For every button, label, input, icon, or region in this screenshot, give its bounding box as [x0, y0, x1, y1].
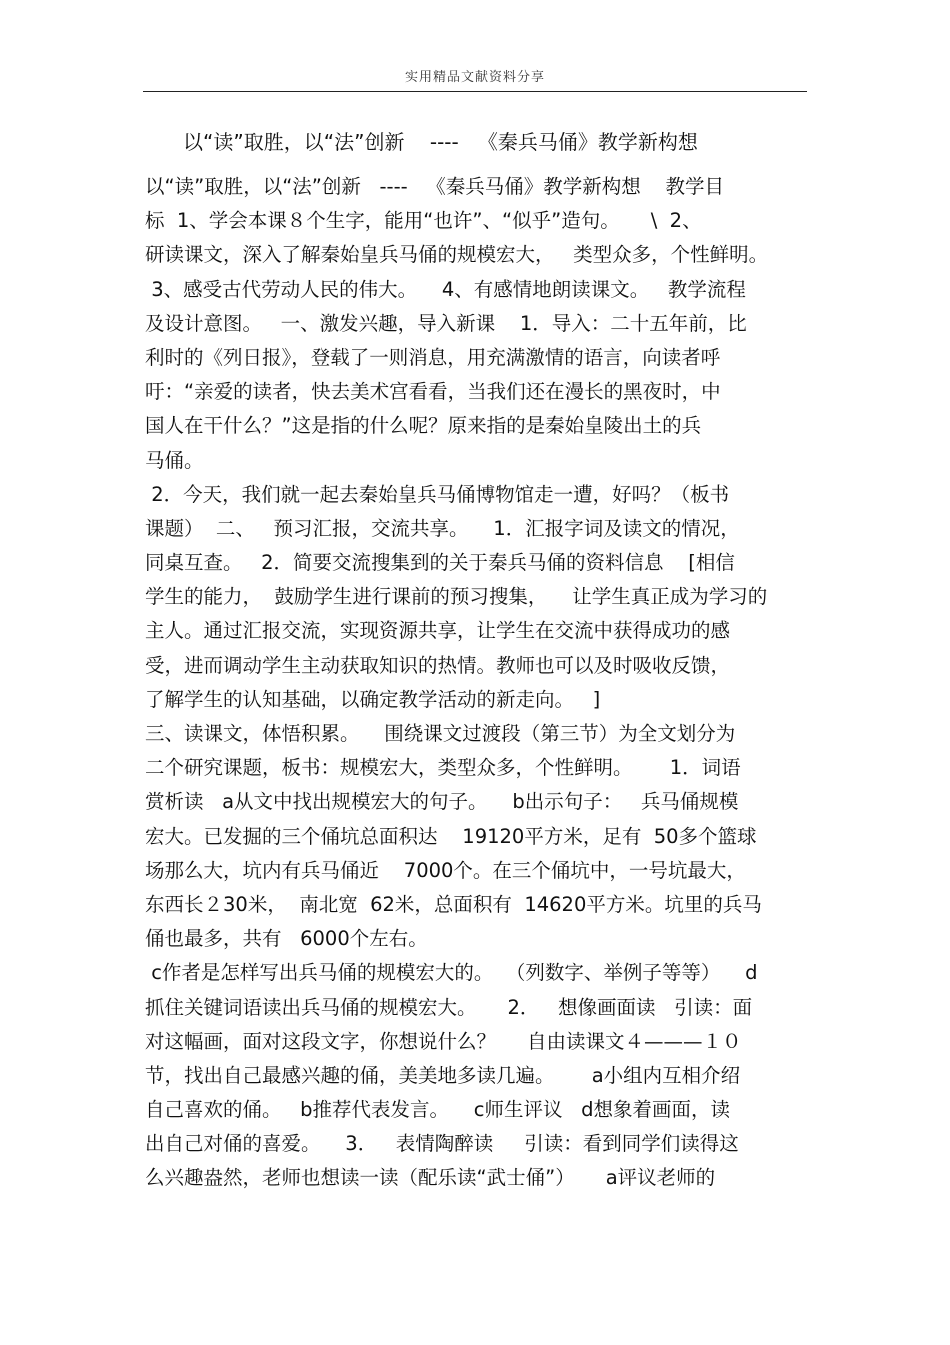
text-line: 国人在干什么？”这是指的什么呢？原来指的是秦始皇陵出土的兵: [145, 414, 702, 438]
text-line: 吁：“亲爱的读者，快去美术宫看看，当我们还在漫长的黑夜时，中: [145, 380, 721, 404]
text-line: 三、读课文，体悟积累。 围绕课文过渡段（第三节）为全文划分为: [145, 722, 736, 745]
text-line: 3、感受古代劳动人民的伟大。 4、有感情地朗读课文。 教学流程: [145, 277, 746, 301]
text-line: 受，进而调动学生主动获取知识的热情。教师也可以及时吸收反馈，: [145, 653, 731, 677]
text-line: 俑也最多，共有 6000个左右。: [145, 927, 428, 951]
text-line: 及设计意图。 一、激发兴趣，导入新课 1．导入：二十五年前，比: [145, 311, 747, 335]
text-line: 抓住关键词语读出兵马俑的规模宏大。 2． 想像画面读 引读：面: [145, 995, 753, 1019]
text-line: 场那么大，坑内有兵马俑近 7000个。在三个俑坑中，一号坑最大，: [145, 858, 746, 882]
text-line: 2．今天，我们就一起去秦始皇兵马俑博物馆走一遭，好吗？（板书: [145, 482, 730, 506]
document-title: 以“读”取胜，以“法”创新 ---- 《秦兵马俑》教学新构想: [183, 130, 698, 154]
text-line: 赏析读 a从文中找出规模宏大的句子。 b出示句子： 兵马俑规模: [145, 790, 739, 814]
text-line: 马俑。: [145, 448, 204, 472]
text-line: c作者是怎样写出兵马俑的规模宏大的。 （列数字、举例子等等） d: [145, 961, 758, 985]
text-line: 二个研究课题，板书：规模宏大，类型众多，个性鲜明。 1．词语: [145, 756, 741, 780]
text-line: 以“读”取胜，以“法”创新 ---- 《秦兵马俑》教学新构想 教学目: [145, 175, 725, 198]
text-line: 节，找出自己最感兴趣的俑，美美地多读几遍。 a小组内互相介绍: [145, 1063, 741, 1087]
text-line: 课题） 二、 预习汇报，交流共享。 1．汇报字词及读文的情况，: [145, 516, 740, 540]
text-line: 自己喜欢的俑。 b推荐代表发言。 c师生评议 d想象着画面，读: [145, 1098, 730, 1122]
text-line: 了解学生的认知基础，以确定教学活动的新走向。 ]: [145, 687, 601, 711]
running-header: 实用精品文献资料分享: [404, 70, 545, 85]
text-line: 对这幅画，面对这段文字，你想说什么？ 自由读课文４———１０: [145, 1029, 742, 1053]
text-line: 主人。通过汇报交流，实现资源共享，让学生在交流中获得成功的感: [145, 619, 731, 643]
text-line: 同桌互查。 2．简要交流搜集到的关于秦兵马俑的资料信息 [相信: [145, 551, 735, 575]
text-line: 标 1、学会本课８个生字，能用“也许”、“似乎”造句。 \ 2、: [145, 209, 702, 233]
text-line: 学生的能力， 鼓励学生进行课前的预习搜集， 让学生真正成为学习的: [145, 585, 768, 609]
text-line: 研读课文，深入了解秦始皇兵马俑的规模宏大， 类型众多，个性鲜明。: [145, 243, 769, 267]
text-line: 利时的《列日报》，登载了一则消息，用充满激情的语言，向读者呼: [145, 345, 721, 369]
header-rule: [143, 91, 807, 92]
text-line: 宏大。已发掘的三个俑坑总面积达 19120平方米，足有 50多个篮球: [145, 824, 757, 848]
text-line: 么兴趣盎然，老师也想读一读（配乐读“武士俑”） a评议老师的: [145, 1166, 716, 1190]
body-text: [145, 170, 810, 1196]
text-line: 出自己对俑的喜爱。 3． 表情陶醉读 引读：看到同学们读得这: [145, 1132, 739, 1156]
text-line: 东西长２30米， 南北宽 62米，总面积有 14620平方米。坑里的兵马: [145, 892, 762, 916]
